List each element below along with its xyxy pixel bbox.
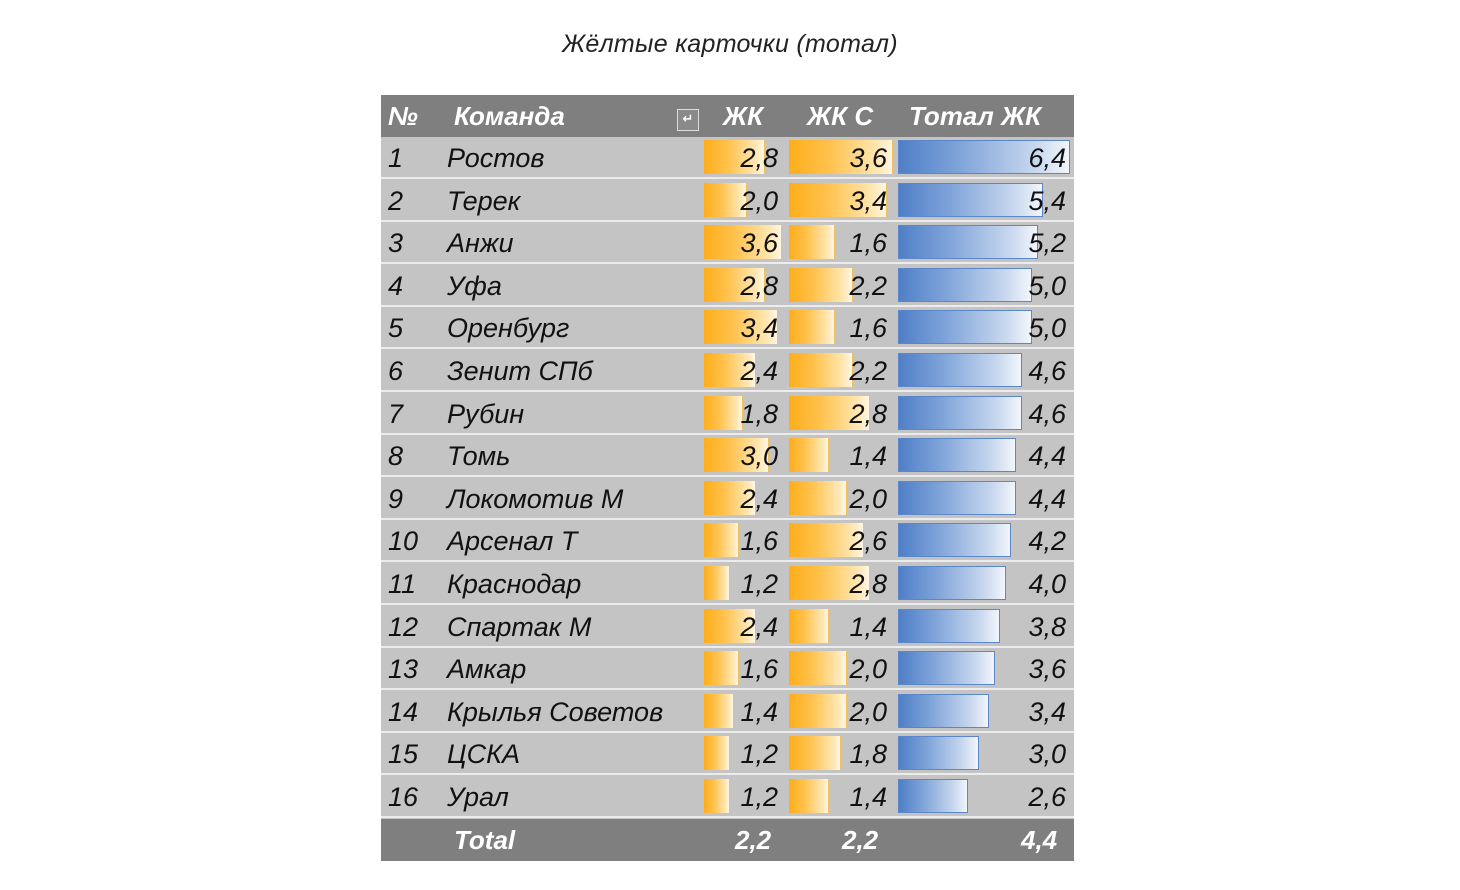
- yk-cell: [704, 350, 786, 390]
- ykc-value: 1,8: [849, 739, 887, 770]
- ykc-data-bar: [789, 779, 829, 813]
- yk-data-bar: [704, 736, 730, 770]
- total-cell: [898, 137, 1074, 177]
- ykc-cell: [789, 563, 895, 603]
- team-name: Томь: [447, 441, 511, 472]
- row-number: 13: [388, 654, 419, 685]
- yk-cell: [704, 137, 786, 177]
- total-value: 3,6: [1028, 654, 1066, 685]
- ykc-cell: [789, 733, 895, 773]
- ykc-value: 2,0: [849, 483, 887, 514]
- total-data-bar: [898, 310, 1032, 344]
- ykc-value: 1,6: [849, 313, 887, 344]
- ykc-cell: [789, 520, 895, 560]
- yk-value: 1,2: [740, 569, 778, 599]
- total-value: 3,4: [1028, 696, 1066, 727]
- yk-value: 3,6: [740, 228, 778, 259]
- table-row: [381, 222, 1074, 264]
- yk-cell: [704, 691, 786, 731]
- row-number: 11: [388, 569, 417, 599]
- sort-filter-icon[interactable]: ↵: [677, 109, 699, 131]
- table-row: [381, 606, 1074, 648]
- row-number: 10: [388, 526, 419, 557]
- ykc-value: 2,0: [849, 654, 887, 685]
- yk-cell: [704, 563, 786, 603]
- header-number[interactable]: №: [388, 101, 418, 131]
- table-row: [381, 393, 1074, 435]
- ykc-data-bar: [789, 736, 841, 770]
- table-row: [381, 776, 1074, 818]
- header-total[interactable]: Тотал ЖК: [909, 101, 1042, 131]
- totals-row: [381, 819, 1074, 861]
- totals-total: 4,4: [1021, 825, 1058, 855]
- yk-cell: [704, 222, 786, 262]
- total-data-bar: [898, 353, 1022, 387]
- total-data-bar: [898, 225, 1038, 259]
- row-number: 7: [388, 398, 404, 429]
- total-data-bar: [898, 609, 1000, 643]
- ykc-cell: [789, 435, 895, 475]
- yk-cell: [704, 478, 786, 518]
- ykc-data-bar: [789, 268, 853, 302]
- ykc-cell: [789, 350, 895, 390]
- team-name: Краснодар: [447, 569, 582, 599]
- yk-cell: [704, 307, 786, 347]
- yk-cell: [704, 776, 786, 816]
- total-value: 5,0: [1028, 270, 1066, 301]
- total-cell: [898, 222, 1074, 262]
- total-data-bar: [898, 438, 1016, 472]
- yk-value: 1,8: [740, 398, 778, 429]
- yk-data-bar: [704, 566, 730, 600]
- row-number: 9: [388, 483, 404, 514]
- ykc-cell: [789, 180, 895, 220]
- yk-value: 2,8: [740, 143, 778, 173]
- table-row: [381, 691, 1074, 733]
- ykc-value: 2,8: [849, 398, 887, 429]
- ykc-value: 2,2: [849, 270, 887, 301]
- ykc-value: 2,0: [849, 696, 887, 727]
- ykc-cell: [789, 648, 895, 688]
- ykc-cell: [789, 691, 895, 731]
- team-name: Зенит СПб: [447, 356, 593, 386]
- team-name: ЦСКА: [447, 739, 521, 770]
- total-value: 4,0: [1028, 569, 1066, 599]
- ykc-data-bar: [789, 310, 835, 344]
- total-value: 5,0: [1028, 313, 1066, 344]
- ykc-value: 1,6: [849, 228, 887, 259]
- yk-cell: [704, 606, 786, 646]
- ykc-value: 1,4: [849, 782, 887, 812]
- yk-data-bar: [704, 396, 743, 430]
- team-name: Урал: [447, 782, 509, 812]
- table-header: [381, 95, 1074, 137]
- row-number: 4: [388, 270, 404, 301]
- table-row: [381, 350, 1074, 392]
- table-row: [381, 307, 1074, 349]
- total-data-bar: [898, 694, 989, 728]
- total-data-bar: [898, 779, 968, 813]
- ykc-cell: [789, 606, 895, 646]
- ykc-cell: [789, 776, 895, 816]
- ykc-value: 1,4: [849, 441, 887, 472]
- row-number: 5: [388, 313, 404, 344]
- ykc-data-bar: [789, 694, 847, 728]
- yk-value: 1,2: [740, 782, 778, 812]
- table-row: [381, 180, 1074, 222]
- yk-value: 1,2: [740, 739, 778, 770]
- total-cell: [898, 776, 1074, 816]
- yk-cell: [704, 520, 786, 560]
- team-name: Рубин: [447, 398, 525, 429]
- total-value: 6,4: [1028, 143, 1066, 173]
- team-name: Ростов: [447, 143, 545, 173]
- row-number: 14: [388, 696, 419, 727]
- team-name: Арсенал Т: [447, 526, 578, 557]
- yk-data-bar: [704, 694, 734, 728]
- ykc-value: 2,2: [849, 356, 887, 386]
- total-cell: [898, 520, 1074, 560]
- total-cell: [898, 648, 1074, 688]
- yk-data-bar: [704, 651, 739, 685]
- total-value: 4,4: [1028, 483, 1066, 514]
- team-name: Амкар: [447, 654, 527, 685]
- total-data-bar: [898, 736, 979, 770]
- total-cell: [898, 180, 1074, 220]
- total-value: 4,6: [1028, 398, 1066, 429]
- table-row: [381, 435, 1074, 477]
- row-number: 8: [388, 441, 404, 472]
- total-data-bar: [898, 396, 1022, 430]
- team-name: Оренбург: [447, 313, 570, 344]
- ykc-value: 2,6: [849, 526, 887, 557]
- yk-value: 2,4: [740, 483, 778, 514]
- row-number: 15: [388, 739, 419, 770]
- page-title: Жёлтые карточки (тотал): [562, 30, 898, 58]
- yk-value: 2,8: [740, 270, 778, 301]
- row-number: 12: [388, 611, 419, 642]
- row-number: 6: [388, 356, 404, 386]
- ykc-cell: [789, 478, 895, 518]
- ykc-cell: [789, 265, 895, 305]
- yk-value: 1,6: [740, 526, 778, 557]
- team-name: Локомотив М: [447, 483, 624, 514]
- yk-value: 1,4: [740, 696, 778, 727]
- yk-cell: [704, 648, 786, 688]
- header-yk[interactable]: ЖК: [723, 101, 764, 131]
- yk-data-bar: [704, 523, 739, 557]
- team-name: Терек: [447, 185, 521, 216]
- team-name: Уфа: [447, 270, 502, 301]
- team-name: Анжи: [447, 228, 514, 259]
- total-value: 4,6: [1028, 356, 1066, 386]
- total-value: 5,2: [1028, 228, 1066, 259]
- totals-ykc: 2,2: [842, 825, 879, 855]
- ykc-data-bar: [789, 651, 847, 685]
- team-name: Крылья Советов: [447, 696, 664, 727]
- yk-cell: [704, 265, 786, 305]
- total-value: 3,0: [1028, 739, 1066, 770]
- total-cell: [898, 350, 1074, 390]
- total-data-bar: [898, 651, 995, 685]
- total-data-bar: [898, 183, 1043, 217]
- total-data-bar: [898, 523, 1011, 557]
- ykc-value: 1,4: [849, 611, 887, 642]
- row-number: 3: [388, 228, 404, 259]
- total-value: 5,4: [1028, 185, 1066, 216]
- total-value: 2,6: [1028, 782, 1066, 812]
- total-cell: [898, 691, 1074, 731]
- total-data-bar: [898, 481, 1016, 515]
- total-value: 4,4: [1028, 441, 1066, 472]
- totals-yk: 2,2: [735, 825, 772, 855]
- yk-cell: [704, 393, 786, 433]
- table-row: [381, 265, 1074, 307]
- yellow-cards-table: [381, 95, 1074, 861]
- row-number: 1: [388, 143, 404, 173]
- table-row: [381, 648, 1074, 690]
- table-row: [381, 563, 1074, 605]
- yk-cell: [704, 435, 786, 475]
- total-cell: [898, 435, 1074, 475]
- ykc-data-bar: [789, 481, 847, 515]
- table-row: [381, 137, 1074, 179]
- header-ykc[interactable]: ЖК С: [807, 101, 874, 131]
- row-number: 2: [388, 185, 404, 216]
- yk-value: 3,4: [740, 313, 778, 344]
- total-cell: [898, 606, 1074, 646]
- total-cell: [898, 265, 1074, 305]
- total-cell: [898, 393, 1074, 433]
- total-cell: [898, 733, 1074, 773]
- yk-value: 2,4: [740, 356, 778, 386]
- ykc-value: 2,8: [849, 569, 887, 599]
- ykc-data-bar: [789, 609, 829, 643]
- total-data-bar: [898, 566, 1006, 600]
- table-row: [381, 478, 1074, 520]
- total-cell: [898, 307, 1074, 347]
- totals-label: Total: [454, 825, 516, 855]
- total-cell: [898, 563, 1074, 603]
- ykc-value: 3,4: [849, 185, 887, 216]
- ykc-value: 3,6: [849, 143, 887, 173]
- yk-cell: [704, 733, 786, 773]
- yk-data-bar: [704, 779, 730, 813]
- row-number: 16: [388, 782, 419, 812]
- total-value: 4,2: [1028, 526, 1066, 557]
- ykc-cell: [789, 393, 895, 433]
- ykc-cell: [789, 222, 895, 262]
- yk-value: 2,0: [740, 185, 778, 216]
- table-row: [381, 733, 1074, 775]
- ykc-cell: [789, 307, 895, 347]
- ykc-data-bar: [789, 225, 835, 259]
- total-value: 3,8: [1028, 611, 1066, 642]
- ykc-data-bar: [789, 438, 829, 472]
- header-team[interactable]: Команда: [454, 101, 565, 131]
- total-cell: [898, 478, 1074, 518]
- total-data-bar: [898, 268, 1032, 302]
- table-row: [381, 520, 1074, 562]
- ykc-cell: [789, 137, 895, 177]
- ykc-data-bar: [789, 353, 853, 387]
- team-name: Спартак М: [447, 611, 592, 642]
- yk-value: 2,4: [740, 611, 778, 642]
- yk-cell: [704, 180, 786, 220]
- yk-value: 3,0: [740, 441, 778, 472]
- yk-value: 1,6: [740, 654, 778, 685]
